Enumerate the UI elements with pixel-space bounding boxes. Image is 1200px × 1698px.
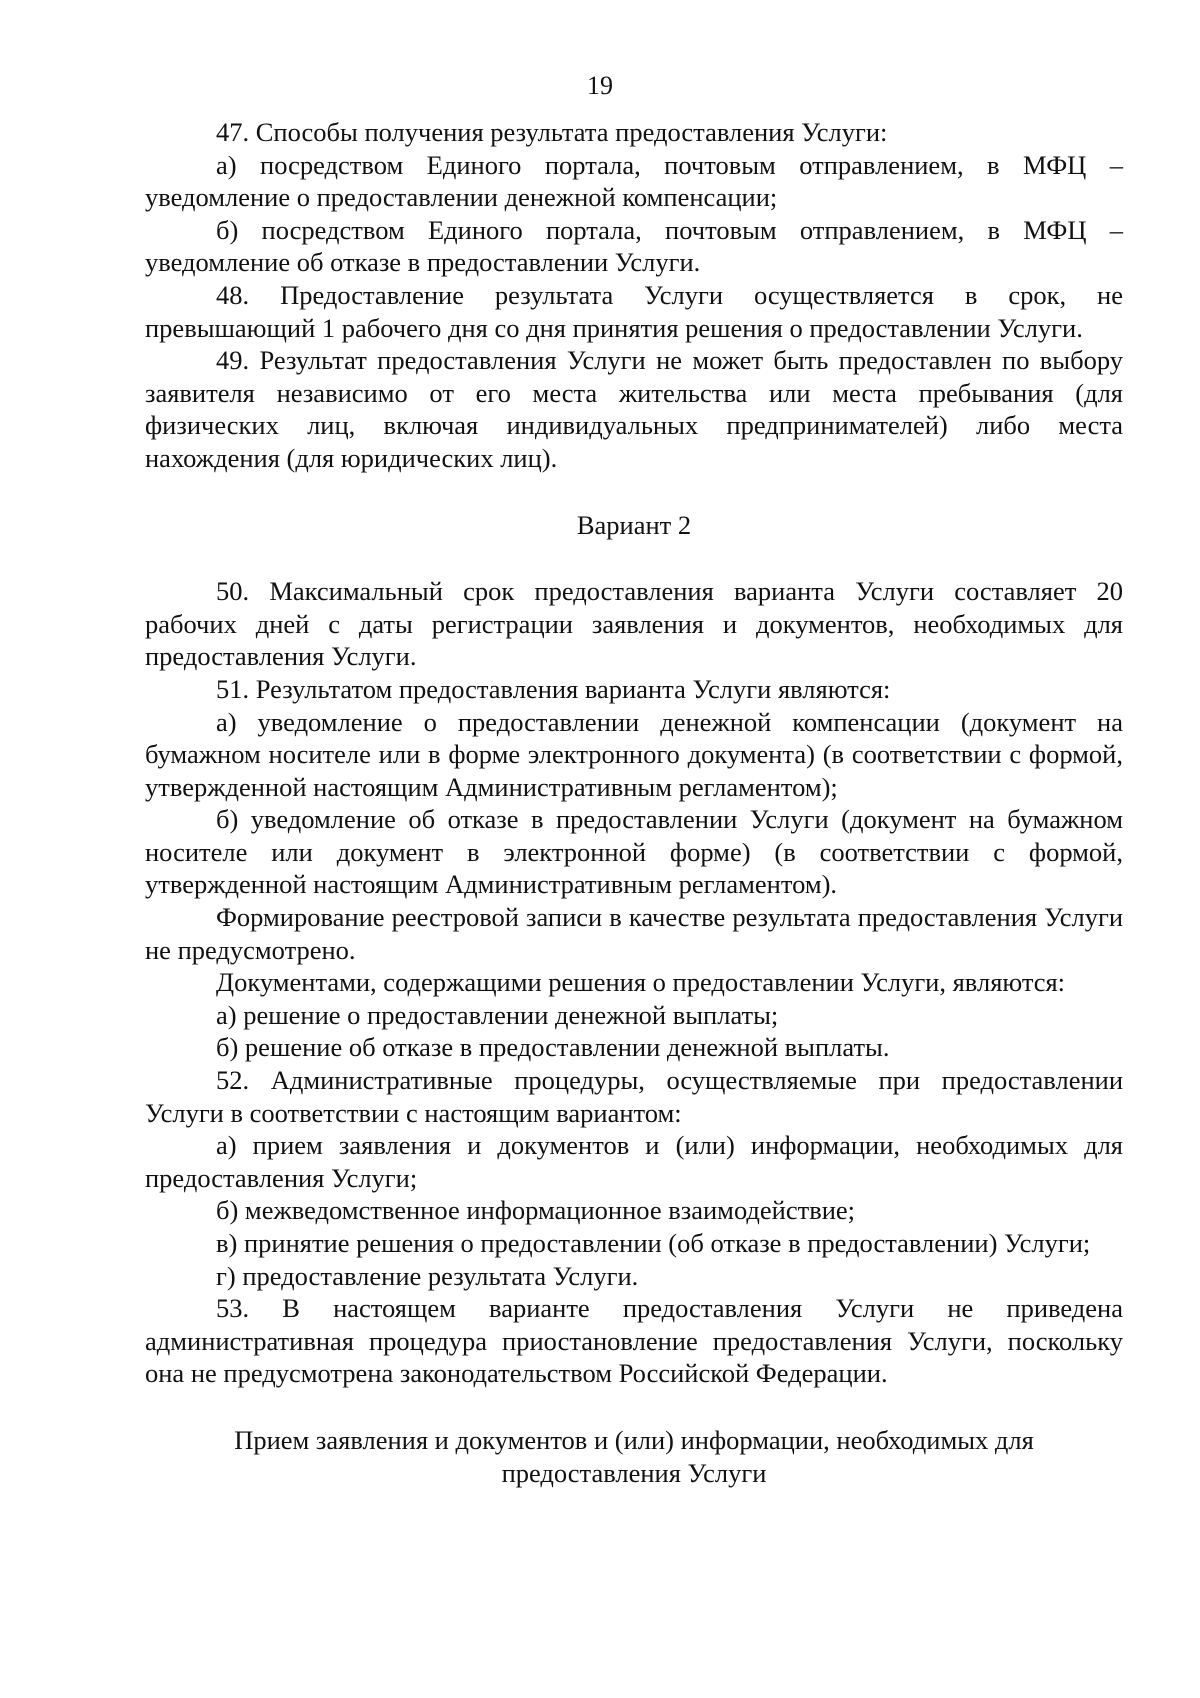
paragraph-49: 49. Результат предоставления Услуги не может быть предоставлен по выбору заявителя независимо от его места жительства или места пребывания (для физических лиц, включая индивидуальных предпринимателей) либо места нахождения (для юридических лиц). (145, 345, 1123, 473)
paragraph-decision-b: б) решение об отказе в предоставлении денежной выплаты. (216, 1032, 890, 1063)
document-body (145, 116, 1123, 1489)
paragraph-51-b: б) уведомление об отказе в предоставлении Услуги (документ на бумажном носителе или документ в электронной форме) (в соответствии с формой, утвержденной настоящим Административным регламентом). (145, 804, 1123, 900)
paragraph-51: 51. Результатом предоставления варианта Услуги являются: (216, 673, 891, 704)
paragraph-decision-documents: Документами, содержащими решения о предоставлении Услуги, являются: (216, 967, 1066, 998)
paragraph-52-a: а) прием заявления и документов и (или) информации, необходимых для предоставления Услуги; (145, 1130, 1123, 1193)
paragraph-decision-a: а) решение о предоставлении денежной выплаты; (216, 999, 779, 1030)
paragraph-50: 50. Максимальный срок предоставления варианта Услуги составляет 20 рабочих дней с даты регистрации заявления и документов, необходимых для предоставления Услуги. (145, 576, 1123, 672)
paragraph-52-v: в) принятие решения о предоставлении (об отказе в предоставлении) Услуги; (216, 1228, 1091, 1258)
paragraph-47-a: а) посредством Единого портала, почтовым отправлением, в МФЦ – уведомление о предоставлении денежной компенсации; (145, 149, 1123, 213)
paragraph-47: 47. Способы получения результата предоставления Услуги: (216, 117, 888, 147)
page-number: 19 (587, 71, 613, 100)
paragraph-51-a: а) уведомление о предоставлении денежной компенсации (документ на бумажном носителе или в форме электронного документа) (в соответствии с формой, утвержденной настоящим Административным регламентом); (145, 706, 1123, 802)
paragraph-47-b: б) посредством Единого портала, почтовым отправлением, в МФЦ – уведомление об отказе в предоставлении Услуги. (145, 214, 1123, 278)
paragraph-53: 53. В настоящем варианте предоставления Услуги не приведена административная процедура приостановление предоставления Услуги, поскольку она не предусмотрена законодательством Российской Федерации. (145, 1293, 1123, 1389)
paragraph-52-b: б) межведомственное информационное взаимодействие; (216, 1195, 856, 1226)
section-heading-variant-2: Вариант 2 (576, 509, 692, 540)
paragraph-52-g: г) предоставление результата Услуги. (216, 1260, 639, 1291)
section-heading-application-intake: Прием заявления и документов и (или) информации, необходимых для предоставления Услуги (234, 1424, 1034, 1488)
paragraph-registry-note: Формирование реестровой записи в качестве результата предоставления Услуги не предусмотрено. (145, 902, 1123, 965)
paragraph-48: 48. Предоставление результата Услуги осуществляется в срок, не превышающий 1 рабочего дня со дня принятия решения о предоставлении Услуги. (145, 279, 1123, 343)
paragraph-52: 52. Административные процедуры, осуществляемые при предоставлении Услуги в соответствии с настоящим вариантом: (145, 1065, 1123, 1128)
